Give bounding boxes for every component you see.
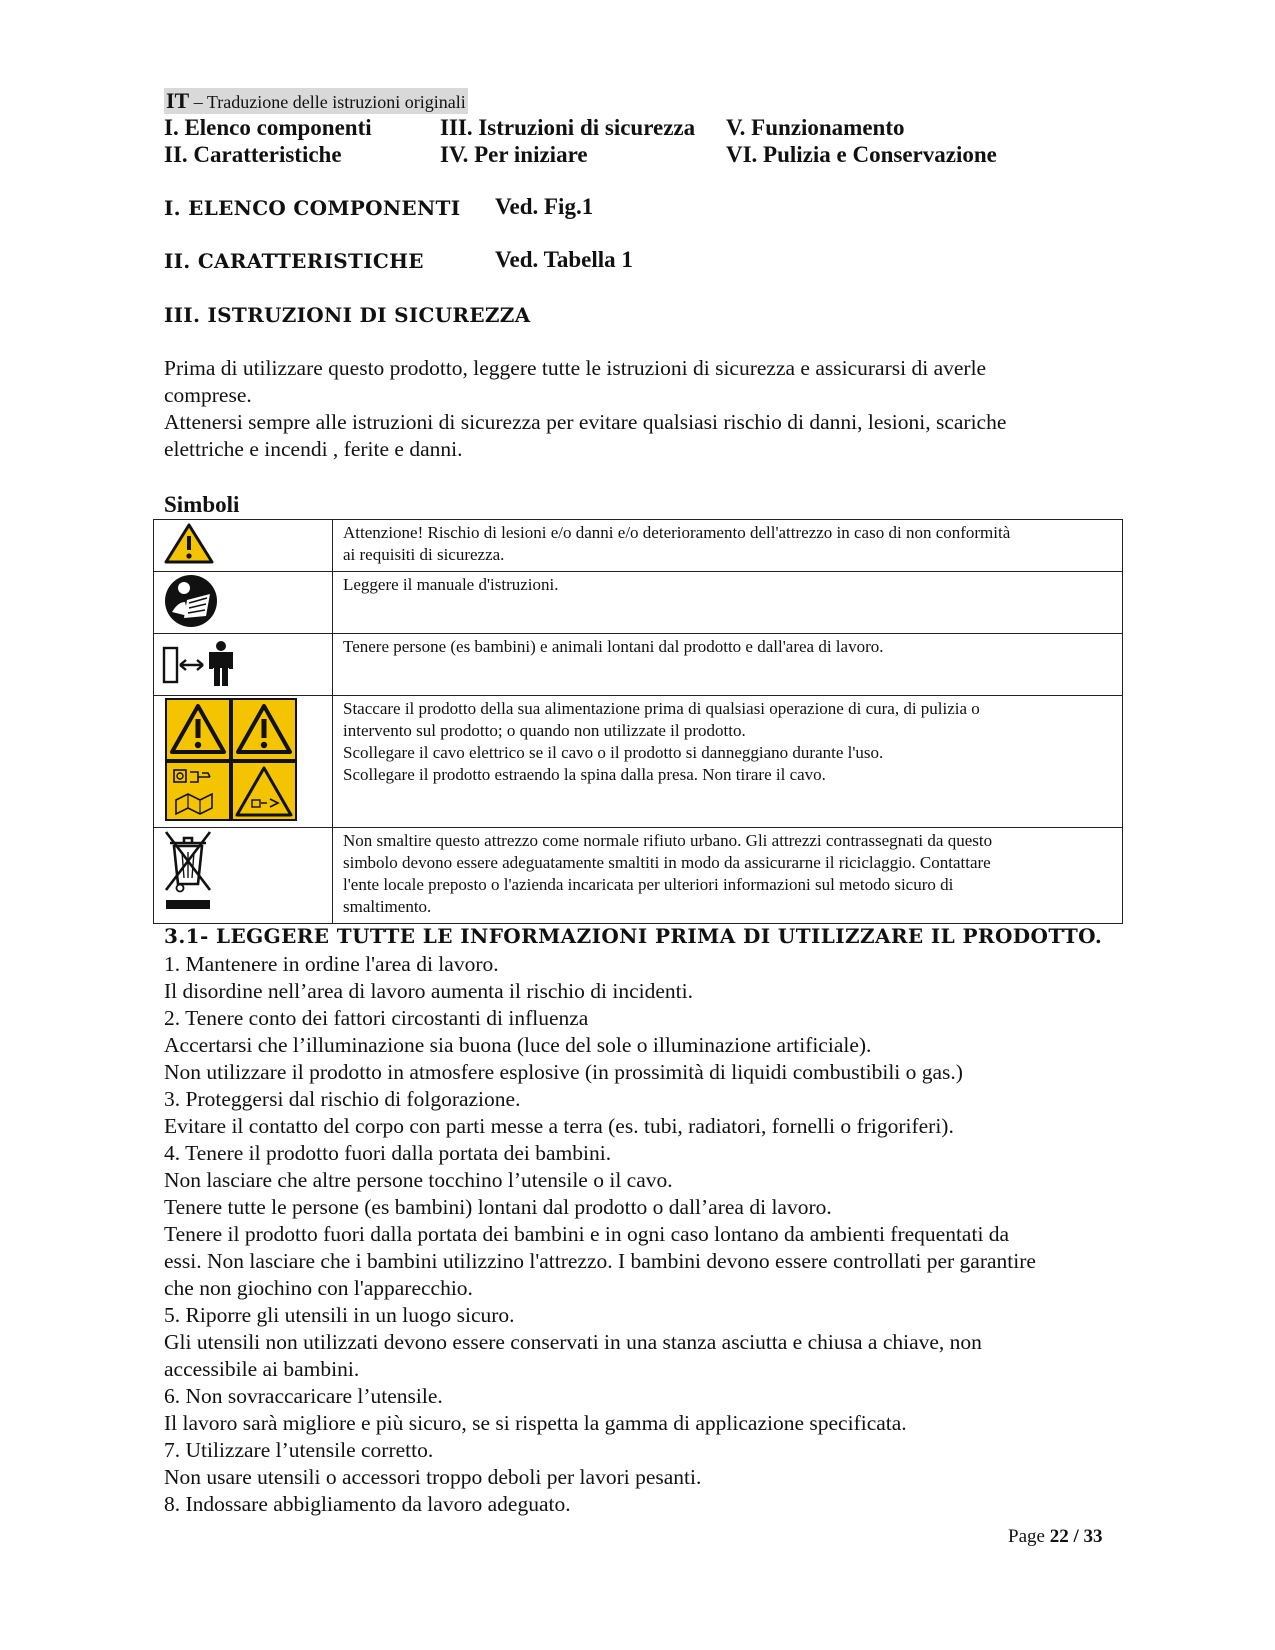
symbol-icon-cell [154, 828, 333, 924]
safety-rules-list [164, 951, 1124, 1518]
rule-line: 3. Proteggersi dal rischio di folgorazione. [164, 1087, 521, 1111]
symbol-icon-cell [154, 696, 333, 828]
symbol-row [154, 828, 1123, 924]
symbol-text-line: Scollegare il prodotto estraendo la spina dalla presa. Non tirare il cavo. [343, 765, 826, 784]
section-ref-characteristics: Ved. Tabella 1 [495, 247, 633, 272]
page-number [1008, 1526, 1102, 1548]
weee-bin-icon [154, 828, 332, 918]
symbol-icon-cell [154, 520, 333, 572]
symbol-text-line: Attenzione! Rischio di lesioni e/o danni e/o deterioramento dell'attrezzo in caso di non conformità [343, 523, 1011, 542]
rule-line: Non utilizzare il prodotto in atmosfere esplosive (in prossimità di liquidi combustibili o gas.) [164, 1060, 963, 1084]
toc-item: II. Caratteristiche [164, 142, 342, 167]
language-header [164, 88, 468, 114]
symbol-text-line: Staccare il prodotto della sua alimentazione prima di qualsiasi operazione di cura, di pulizia o [343, 699, 980, 718]
symbol-text-line: Scollegare il cavo elettrico se il cavo o il prodotto si danneggiano durante l'uso. [343, 743, 884, 762]
symbol-text-line: Non smaltire questo attrezzo come normale rifiuto urbano. Gli attrezzi contrassegnati da questo [343, 831, 993, 850]
page-total: 33 [1083, 1526, 1103, 1547]
rule-line: accessibile ai bambini. [164, 1357, 360, 1381]
intro-line: Prima di utilizzare questo prodotto, leggere tutte le istruzioni di sicurezza e assicurarsi di averle [164, 356, 987, 380]
rule-line: Non usare utensili o accessori troppo deboli per lavori pesanti. [164, 1465, 702, 1489]
symbols-table [153, 519, 1123, 924]
rule-line: Evitare il contatto del corpo con parti messe a terra (es. tubi, radiatori, fornelli o frigoriferi). [164, 1114, 954, 1138]
toc-item: IV. Per iniziare [440, 142, 588, 167]
rule-line: Tenere il prodotto fuori dalla portata dei bambini e in ogni caso lontano da ambienti frequentati da [164, 1222, 1010, 1246]
symbol-text-line: simbolo devono essere adeguatamente smaltiti in modo da assicurarne il riciclaggio. Contattare [343, 853, 991, 872]
symbol-text-line: smaltimento. [343, 897, 432, 916]
symbol-text-cell [333, 520, 1123, 572]
rule-line: 4. Tenere il prodotto fuori dalla portata dei bambini. [164, 1141, 612, 1165]
toc-item: I. Elenco componenti [164, 115, 372, 140]
rule-line: 8. Indossare abbigliamento da lavoro adeguato. [164, 1492, 571, 1516]
page-label: Page [1008, 1526, 1045, 1547]
symbol-text-line: intervento sul prodotto; o quando non utilizzate il prodotto. [343, 721, 746, 740]
rule-line: 6. Non sovraccaricare l’utensile. [164, 1384, 443, 1408]
section-title-characteristics: II. CARATTERISTICHE [164, 249, 424, 273]
symbol-text-line: Tenere persone (es bambini) e animali lontani dal prodotto e dall'area di lavoro. [343, 637, 884, 656]
page-current: 22 [1049, 1526, 1069, 1547]
symbols-title: Simboli [164, 492, 240, 517]
symbol-text-line: l'ente locale preposto o l'azienda incaricata per ulteriori informazioni sul metodo sicuro di [343, 875, 954, 894]
rule-line: 7. Utilizzare l’utensile corretto. [164, 1438, 434, 1462]
rule-line: Il lavoro sarà migliore e più sicuro, se si rispetta la gamma di applicazione specificata. [164, 1411, 907, 1435]
intro-line: elettriche e incendi , ferite e danni. [164, 437, 463, 461]
symbol-row [154, 634, 1123, 696]
section-title-components: I. ELENCO COMPONENTI [164, 196, 461, 220]
warning-triangle-icon [154, 520, 332, 566]
symbol-row [154, 520, 1123, 572]
symbol-row [154, 696, 1123, 828]
toc-item: V. Funzionamento [726, 115, 905, 140]
rule-line: Accertarsi che l’illuminazione sia buona (luce del sole o illuminazione artificiale). [164, 1033, 872, 1057]
rule-line: Gli utensili non utilizzati devono essere conservati in una stanza asciutta e chiusa a chiave, non [164, 1330, 982, 1354]
symbol-text-line: Leggere il manuale d'istruzioni. [343, 575, 559, 594]
section-ref-components: Ved. Fig.1 [495, 194, 594, 219]
subsection-title-read-all: 3.1- LEGGERE TUTTE LE INFORMAZIONI PRIMA DI UTILIZZARE IL PRODOTTO. [164, 924, 1103, 948]
toc-item: VI. Pulizia e Conservazione [726, 142, 997, 167]
page-separator: / [1073, 1526, 1079, 1547]
read-manual-icon [154, 572, 332, 628]
rule-line: 1. Mantenere in ordine l'area di lavoro. [164, 952, 499, 976]
intro-paragraph [164, 355, 1124, 463]
unplug-warning-icon [154, 696, 332, 822]
rule-line: essi. Non lasciare che i bambini utilizzino l'attrezzo. I bambini devono essere controllati per garantire [164, 1249, 1036, 1273]
keep-distance-icon [154, 634, 332, 690]
symbol-icon-cell [154, 634, 333, 696]
symbol-icon-cell [154, 572, 333, 634]
rule-line: 5. Riporre gli utensili in un luogo sicuro. [164, 1303, 515, 1327]
toc-item: III. Istruzioni di sicurezza [440, 115, 696, 140]
toc-column-1 [164, 114, 372, 168]
rule-line: Tenere tutte le persone (es bambini) lontani dal prodotto o dall’area di lavoro. [164, 1195, 832, 1219]
rule-line: che non giochino con l'apparecchio. [164, 1276, 473, 1300]
rule-line: Non lasciare che altre persone tocchino l’utensile o il cavo. [164, 1168, 673, 1192]
symbol-text-cell [333, 634, 1123, 696]
section-title-safety: III. ISTRUZIONI DI SICUREZZA [164, 303, 531, 327]
rule-line: Il disordine nell’area di lavoro aumenta il rischio di incidenti. [164, 979, 693, 1003]
toc-column-2 [440, 114, 695, 168]
symbol-text-line: ai requisiti di sicurezza. [343, 545, 505, 564]
toc-column-3 [726, 114, 997, 168]
symbol-text-cell [333, 572, 1123, 634]
symbol-row [154, 572, 1123, 634]
intro-line: Attenersi sempre alle istruzioni di sicurezza per evitare qualsiasi rischio di danni, lesioni, scariche [164, 410, 1007, 434]
symbol-text-cell [333, 696, 1123, 828]
language-subtitle: – Traduzione delle istruzioni originali [193, 92, 466, 112]
rule-line: 2. Tenere conto dei fattori circostanti di influenza [164, 1006, 589, 1030]
symbol-text-cell [333, 828, 1123, 924]
intro-line: comprese. [164, 383, 252, 407]
language-code: IT [166, 88, 190, 113]
